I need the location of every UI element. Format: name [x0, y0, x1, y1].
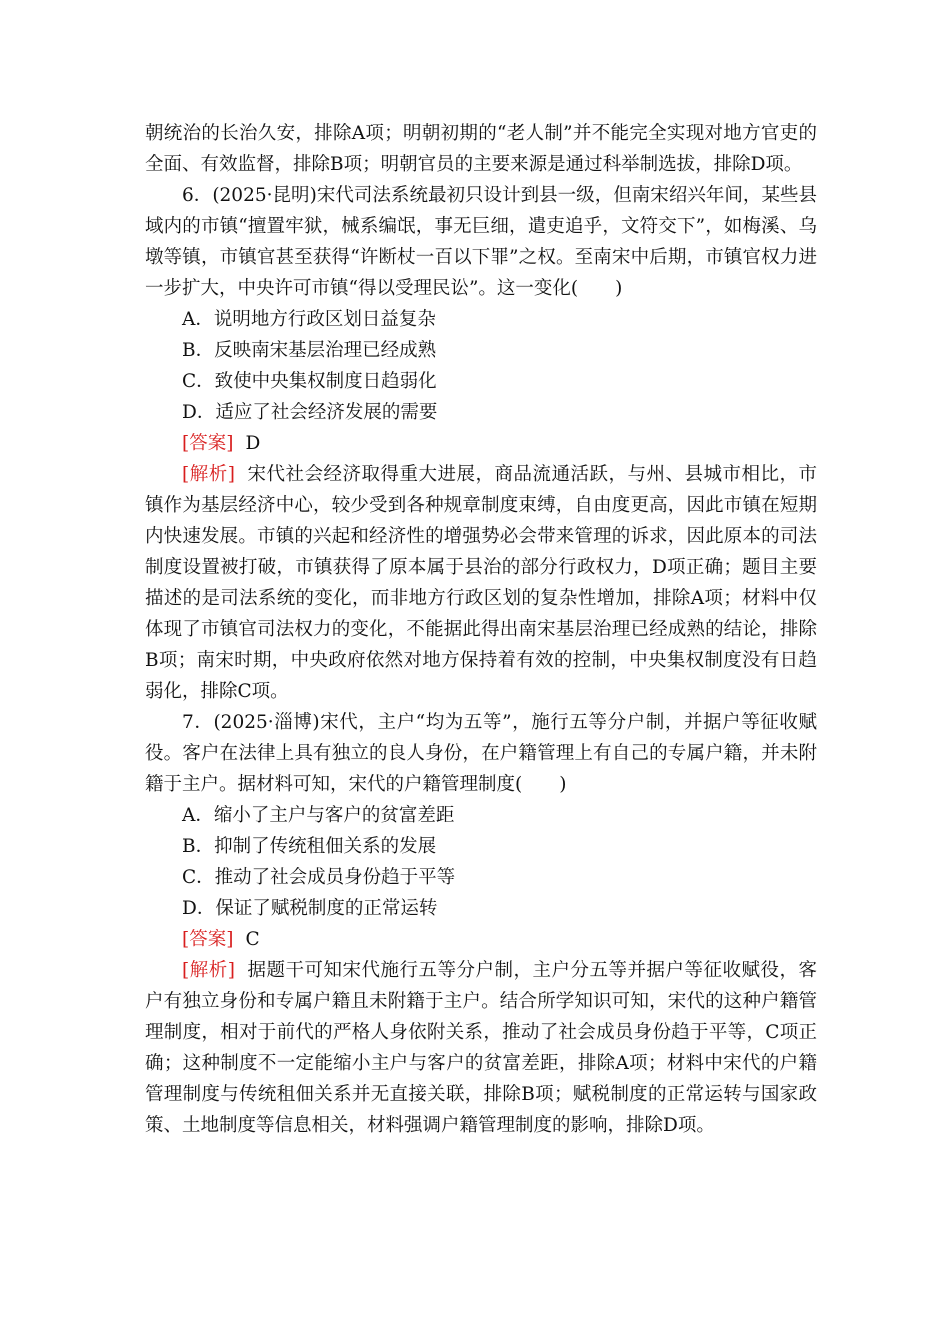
previous-analysis-continuation: 朝统治的长治久安，排除A项；明朝初期的“老人制”并不能完全实现对地方官吏的全面、有效监督，排除B项；明朝官员的主要来源是通过科举制选拔，排除D项。: [145, 123, 817, 175]
analysis-text: 宋代社会经济取得重大进展，商品流通活跃，与州、县城市相比，市镇作为基层经济中心，较少受到各种规章制度束缚，自由度更高，因此市镇在短期内快速发展。市镇的兴起和经济性的增强势必会带来管理的诉求，因此原本的司法制度设置被打破，市镇获得了原本属于县治的部分行政权力，D项正确；题目主要描述的是司法系统的变化，而非地方行政区划的复杂性增加，排除A项；材料中仅体现了市镇官司法权力的变化，不能据此得出南宋基层治理已经成熟的结论，排除B项；南宋时期，中央政府依然对地方保持着有效的控制，中央集权制度没有日趋弱化，排除C项。: [145, 464, 817, 702]
answer-value: D: [245, 433, 261, 454]
question-6-option-c: C．致使中央集权制度日趋弱化: [182, 371, 437, 392]
answer-value: C: [245, 929, 260, 950]
question-7-option-d: D．保证了赋税制度的正常运转: [182, 898, 438, 919]
question-7-option-b: B．抑制了传统租佃关系的发展: [182, 836, 437, 857]
answer-label: [答案]: [182, 929, 234, 950]
document-page: [145, 118, 817, 1141]
analysis-label: [解析]: [182, 960, 235, 981]
question-7: [145, 707, 817, 1141]
question-7-option-c: C．推动了社会成员身份趋于平等: [182, 867, 456, 888]
question-6-option-a: A．说明地方行政区划日益复杂: [182, 309, 436, 330]
question-6-option-d: D．适应了社会经济发展的需要: [182, 402, 438, 423]
analysis-text: 据题干可知宋代施行五等分户制，主户分五等并据户等征收赋役，客户有独立身份和专属户籍且未附籍于主户。结合所学知识可知，宋代的这种户籍管理制度，相对于前代的严格人身依附关系，推动了社会成员身份趋于平等，C项正确；这种制度不一定能缩小主户与客户的贫富差距，排除A项；材料中宋代的户籍管理制度与传统租佃关系并无直接关联，排除B项；赋税制度的正常运转与国家政策、土地制度等信息相关，材料强调户籍管理制度的影响，排除D项。: [145, 960, 817, 1136]
question-7-stem: 7．(2025·淄博)宋代，主户“均为五等”，施行五等分户制，并据户等征收赋役。客户在法律上具有独立的良人身份，在户籍管理上有自己的专属户籍，并未附籍于主户。据材料可知，宋代的户籍管理制度( ): [145, 712, 817, 795]
question-6-option-b: B．反映南宋基层治理已经成熟: [182, 340, 437, 361]
question-7-analysis: [145, 955, 817, 1141]
answer-label: [答案]: [182, 433, 234, 454]
question-7-option-a: A．缩小了主户与客户的贫富差距: [182, 805, 455, 826]
question-6: [145, 180, 817, 707]
question-6-answer: [145, 428, 817, 459]
question-6-analysis: [145, 459, 817, 707]
question-6-stem: 6．(2025·昆明)宋代司法系统最初只设计到县一级，但南宋绍兴年间，某些县域内的市镇“擅置牢狱，械系编氓，事无巨细，遣吏追乎，文符交下”，如梅溪、乌墩等镇，市镇官甚至获得“许断杖一百以下罪”之权。至南宋中后期，市镇官权力进一步扩大，中央许可市镇“得以受理民讼”。这一变化( ): [145, 185, 817, 299]
analysis-label: [解析]: [182, 464, 235, 485]
question-7-answer: [145, 924, 817, 955]
